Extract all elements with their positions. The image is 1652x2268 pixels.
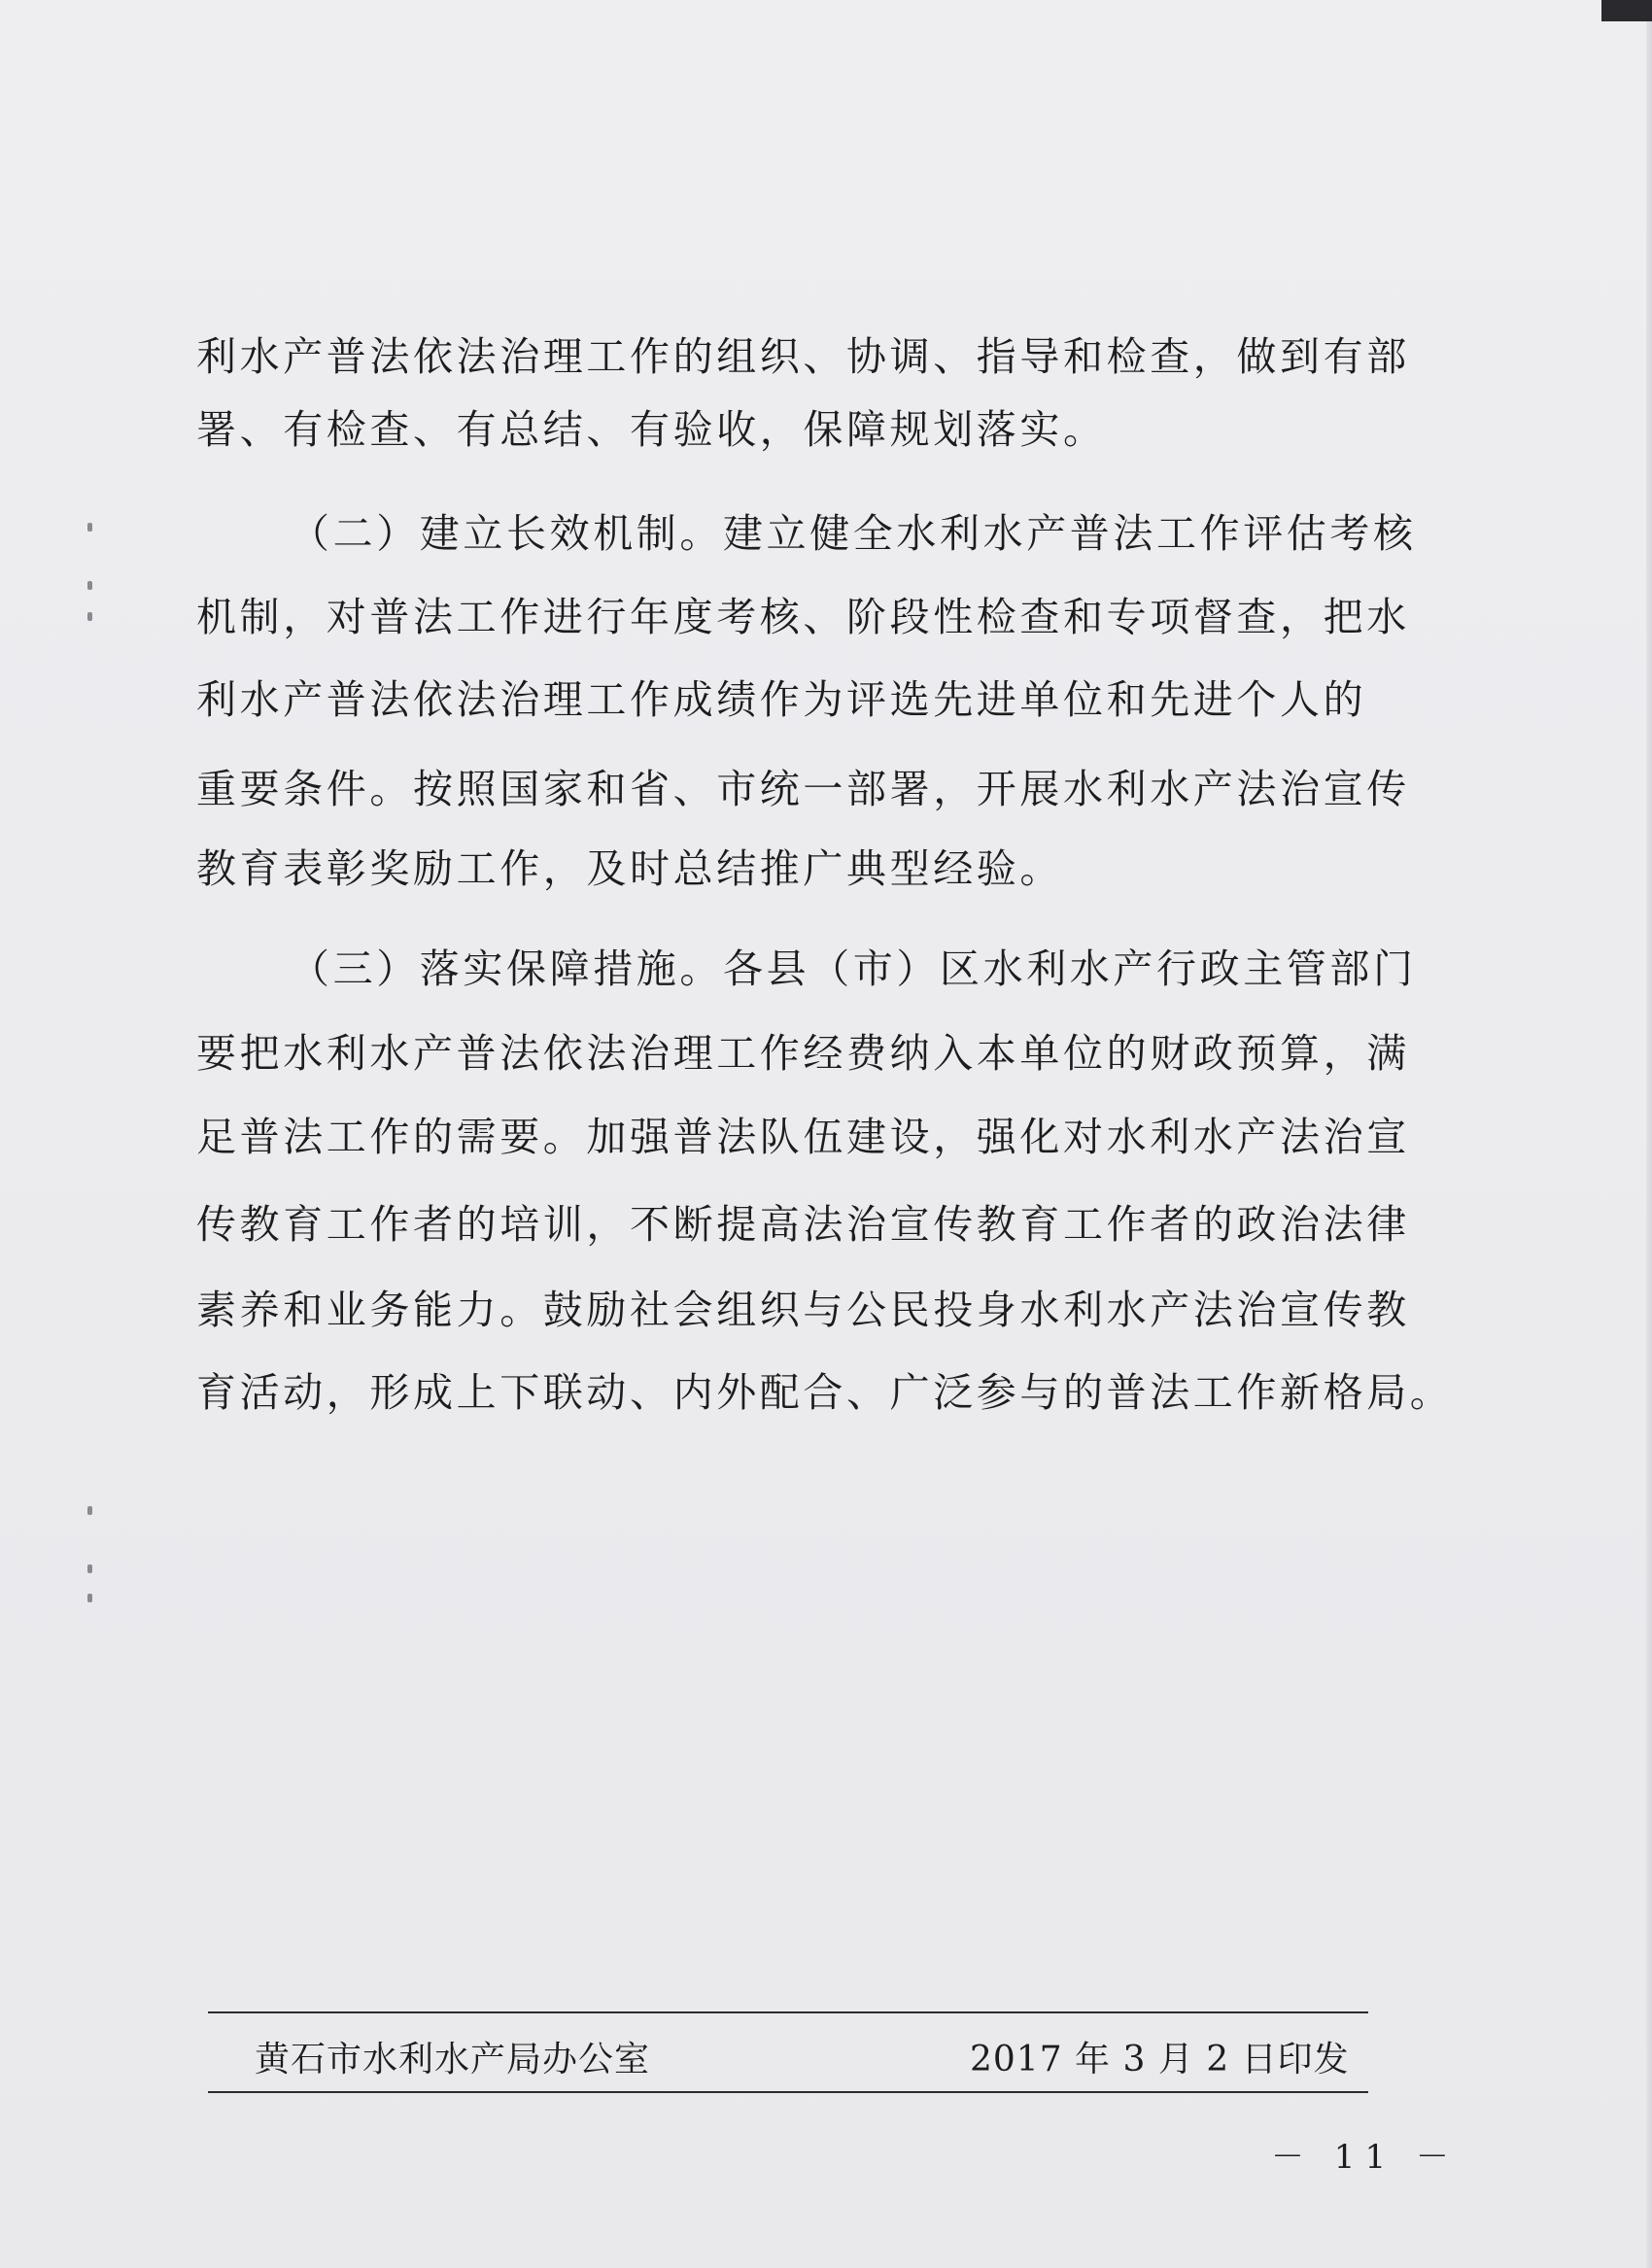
- binding-hole-mark: [87, 1564, 92, 1573]
- text-line: 足普法工作的需要。加强普法队伍建设，强化对水利水产法治宣: [196, 1114, 1410, 1160]
- text-line: 育活动，形成上下联动、内外配合、广泛参与的普法工作新格局。: [196, 1369, 1454, 1416]
- text-line: 要把水利水产普法依法治理工作经费纳入本单位的财政预算，满: [196, 1030, 1410, 1077]
- scan-border-top: [1601, 0, 1652, 21]
- page-number: － 11 －: [1271, 2138, 1459, 2177]
- footer-top-rule: [208, 2011, 1368, 2013]
- binding-hole-mark: [87, 1594, 92, 1602]
- footer-bottom-rule: [208, 2091, 1368, 2093]
- text-line: 重要条件。按照国家和省、市统一部署，开展水利水产法治宣传: [196, 766, 1410, 812]
- binding-hole-mark: [87, 523, 92, 532]
- text-line: 机制，对普法工作进行年度考核、阶段性检查和专项督查，把水: [196, 594, 1410, 640]
- text-line: （三）落实保障措施。各县（市）区水利水产行政主管部门: [290, 945, 1417, 992]
- text-line: 素养和业务能力。鼓励社会组织与公民投身水利水产法治宣传教: [196, 1287, 1410, 1333]
- text-line: 利水产普法依法治理工作的组织、协调、指导和检查，做到有部: [196, 333, 1410, 380]
- issuing-office: 黄石市水利水产局办公室: [255, 2040, 651, 2079]
- text-line: （二）建立长效机制。建立健全水利水产普法工作评估考核: [290, 510, 1417, 557]
- binding-hole-mark: [87, 612, 92, 621]
- text-line: 教育表彰奖励工作，及时总结推广典型经验。: [196, 845, 1063, 892]
- text-line: 署、有检查、有总结、有验收，保障规划落实。: [196, 406, 1107, 453]
- issue-date: 2017 年 3 月 2 日印发: [970, 2040, 1350, 2079]
- binding-hole-mark: [87, 1506, 92, 1515]
- binding-hole-mark: [87, 581, 92, 590]
- text-line: 传教育工作者的培训，不断提高法治宣传教育工作者的政治法律: [196, 1201, 1410, 1248]
- text-line: 利水产普法依法治理工作成绩作为评选先进单位和先进个人的: [196, 676, 1367, 723]
- scan-border-right: [1646, 21, 1652, 2268]
